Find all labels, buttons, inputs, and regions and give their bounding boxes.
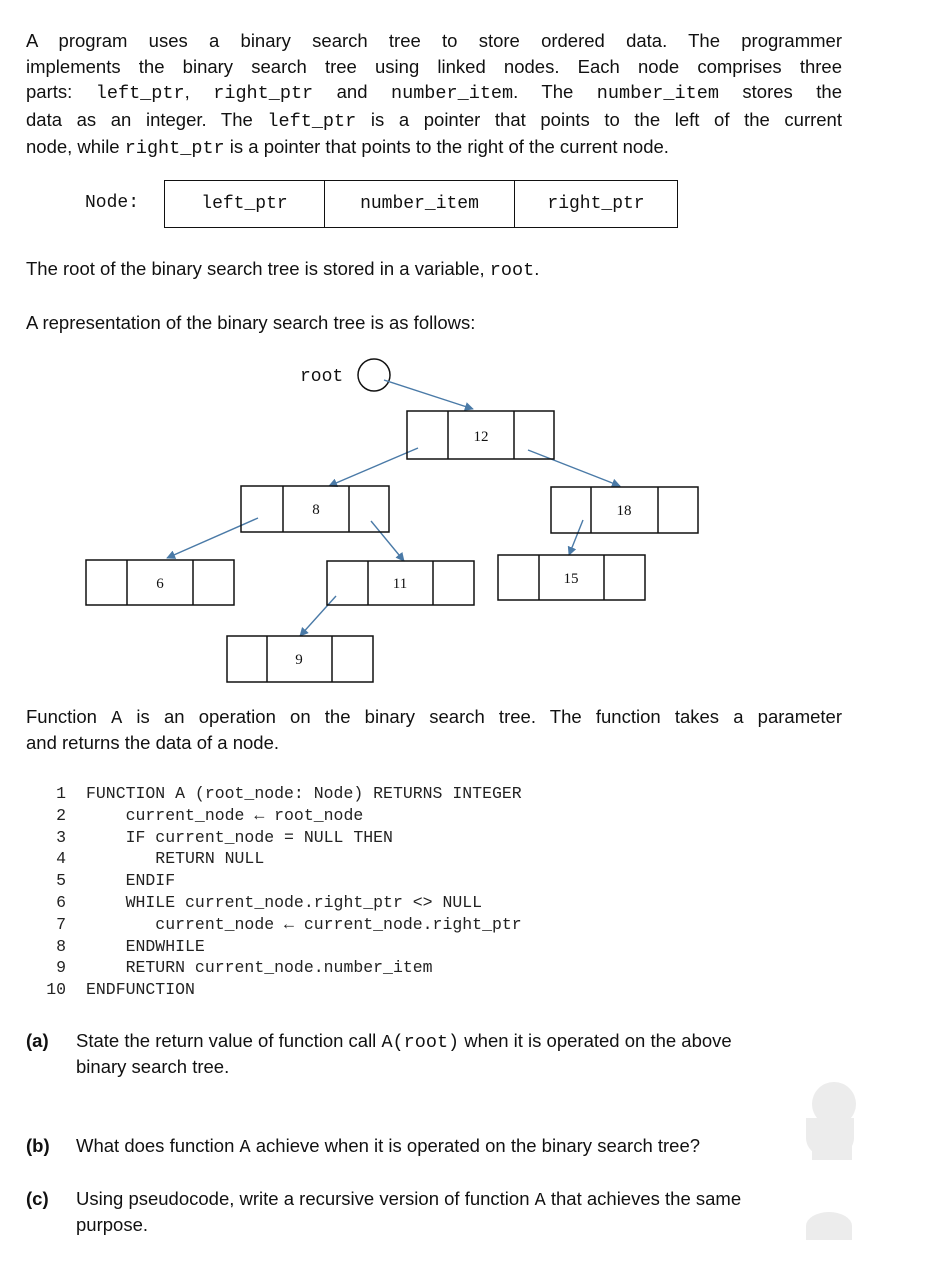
question-a-label: (a) (26, 1030, 49, 1051)
question-b-label: (b) (26, 1135, 50, 1156)
code-line: 5 ENDIF (56, 871, 176, 891)
code-line: 2 current_node ← root_node (56, 805, 364, 825)
intro-line-5: node, while right_ptr is a pointer that points to the right of the current node. (26, 136, 669, 159)
intro-line-3: parts: left_ptr, right_ptr and number_item. The number_item stores the (26, 81, 842, 104)
field-number-item: number_item (325, 181, 515, 227)
node-value-11: 11 (392, 576, 408, 592)
question-b (26, 1134, 856, 1160)
field-left-ptr: left_ptr (165, 181, 325, 227)
node-value-9: 9 (295, 652, 303, 668)
arrow-18-to-15 (569, 520, 583, 555)
code-line: 6 WHILE current_node.right_ptr <> NULL (56, 892, 483, 912)
representation-sentence: A representation of the binary search tree is as follows: (26, 312, 476, 333)
root-circle (358, 359, 390, 391)
code-line: 10 ENDFUNCTION (46, 980, 195, 1000)
arrow-11-to-9 (300, 596, 336, 636)
node-value-15: 15 (563, 571, 579, 587)
function-intro-line-1: Function A is an operation on the binary search tree. The function takes a parameter (26, 706, 842, 729)
intro-line-4: data as an integer. The left_ptr is a pointer that points to the left of the current (26, 108, 842, 132)
question-c (26, 1187, 856, 1237)
function-intro-line-2: and returns the data of a node. (26, 732, 280, 753)
code-line: 8 ENDWHILE (56, 936, 205, 956)
margin-smudge (812, 1128, 852, 1160)
code-line: 7 current_node ← current_node.right_ptr (56, 914, 522, 934)
arrow-12-to-18 (528, 450, 620, 486)
function-intro (26, 705, 842, 755)
question-a-text: State the return value of function call A(root) when it is operated on the above binary search tree. (76, 1030, 732, 1077)
root-sentence: The root of the binary search tree is stored in a variable, root. (26, 258, 540, 281)
field-right-ptr: right_ptr (547, 194, 645, 214)
root-label: root (300, 367, 344, 387)
arrow-12-to-8 (329, 448, 418, 486)
node-label: Node: (85, 193, 140, 213)
question-b-text: What does function A achieve when it is operated on the binary search tree? (76, 1135, 701, 1158)
node-value-12: 12 (473, 429, 489, 445)
code-line: 1 FUNCTION A (root_node: Node) RETURNS INTEGER (56, 784, 522, 803)
question-c-label: (c) (26, 1188, 49, 1209)
pseudocode-listing (40, 783, 522, 1001)
margin-smudge (806, 1212, 852, 1240)
node-value-18: 18 (616, 503, 632, 519)
arrow-8-to-6 (167, 518, 258, 558)
tree-arrows (167, 380, 620, 636)
code-line: 9 RETURN current_node.number_item (56, 958, 433, 978)
node-value-8: 8 (312, 502, 320, 518)
arrow-8-to-11 (371, 521, 404, 561)
intro-line-1: A program uses a binary search tree to store ordered data. The programmer (26, 30, 842, 51)
intro-line-2: implements the binary search tree using linked nodes. Each node comprises three (26, 55, 842, 77)
arrow-root-to-12 (384, 380, 473, 409)
question-a (26, 1029, 856, 1079)
node-value-6: 6 (156, 576, 164, 592)
question-c-text: Using pseudocode, write a recursive version of function A that achieves the same purpose. (76, 1188, 742, 1235)
code-line: 4 RETURN NULL (56, 849, 265, 869)
code-line: 3 IF current_node = NULL THEN (56, 827, 393, 847)
